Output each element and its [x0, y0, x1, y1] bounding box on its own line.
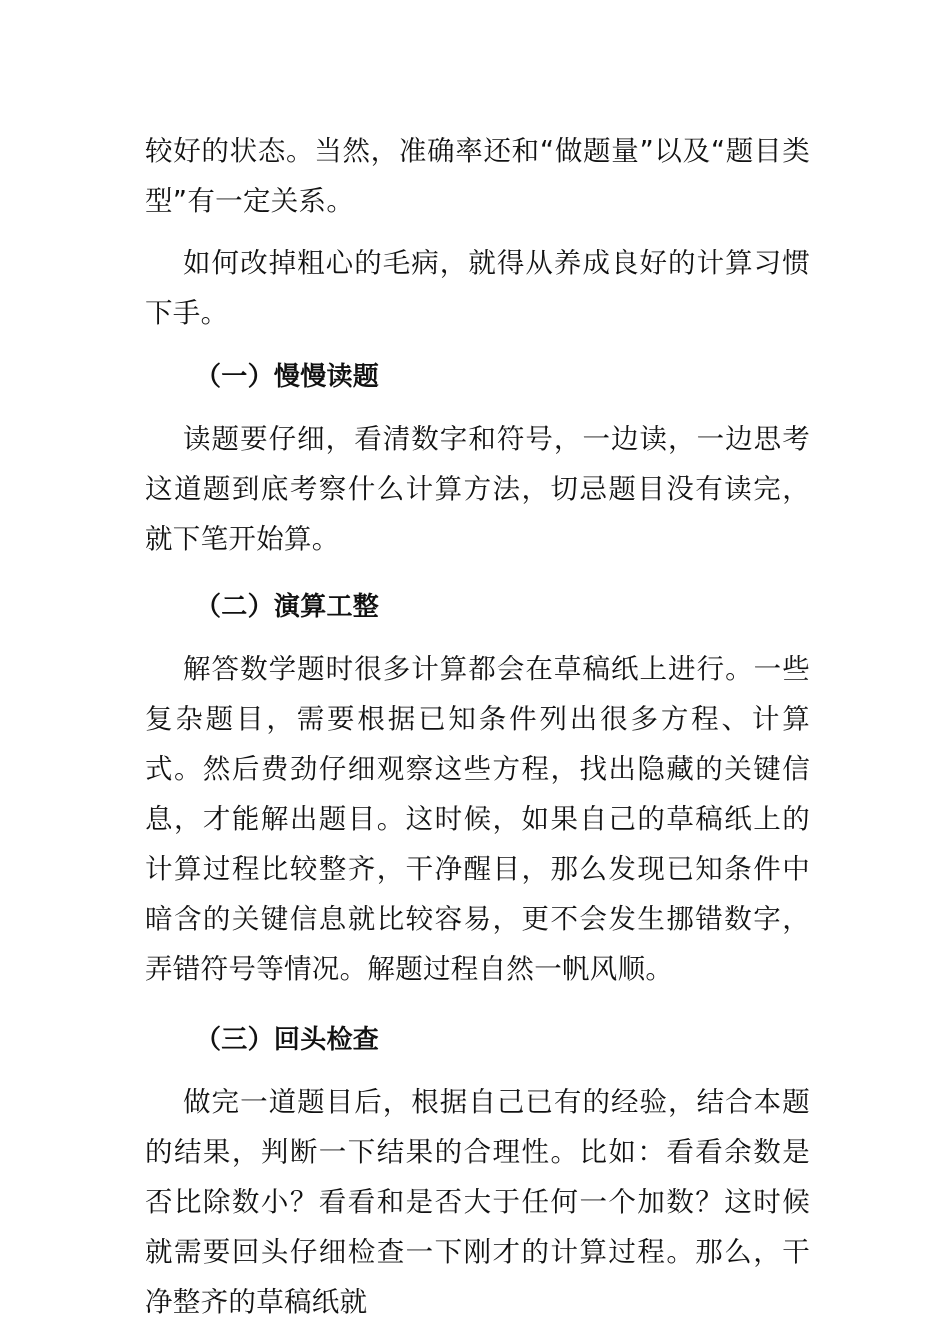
paragraph-neat-calculation: 解答数学题时很多计算都会在草稿纸上进行。一些复杂题目，需要根据已知条件列出很多方程、计算式。然后费劲仔细观察这些方程，找出隐藏的关键信息，才能解出题目。这时候，如果自己的草稿纸上的计算过程比较整齐，干净醒目，那么发现已知条件中暗含的关键信息就比较容易，更不会发生挪错数字，弄错符号等情况。解题过程自然一帆风顺。: [145, 653, 810, 985]
spacer: [145, 402, 810, 414]
spacer: [145, 564, 810, 582]
spacer: [145, 338, 810, 352]
paragraph-intro: 如何改掉粗心的毛病，就得从养成良好的计算习惯下手。: [145, 247, 810, 329]
spacer: [145, 226, 810, 238]
section-heading-2: （二）演算工整: [195, 592, 380, 622]
paragraph-continuation: 较好的状态。当然，准确率还和“做题量”以及“题目类型”有一定关系。: [145, 135, 810, 217]
section-heading-1: （一）慢慢读题: [195, 362, 380, 392]
paragraph-check-back: 做完一道题目后，根据自己已有的经验，结合本题的结果，判断一下结果的合理性。比如：看看余数是否比除数小？看看和是否大于任何一个加数？这时候就需要回头仔细检查一下刚才的计算过程。那么，干净整齐的草稿纸就: [145, 1086, 810, 1318]
section-heading-3: （三）回头检查: [195, 1025, 380, 1055]
document-page: [145, 126, 810, 1327]
paragraph-read-carefully: 读题要仔细，看清数字和符号，一边读，一边思考这道题到底考察什么计算方法，切忌题目没有读完，就下笔开始算。: [145, 423, 810, 555]
spacer: [145, 632, 810, 644]
spacer: [145, 1065, 810, 1077]
spacer: [145, 994, 810, 1015]
